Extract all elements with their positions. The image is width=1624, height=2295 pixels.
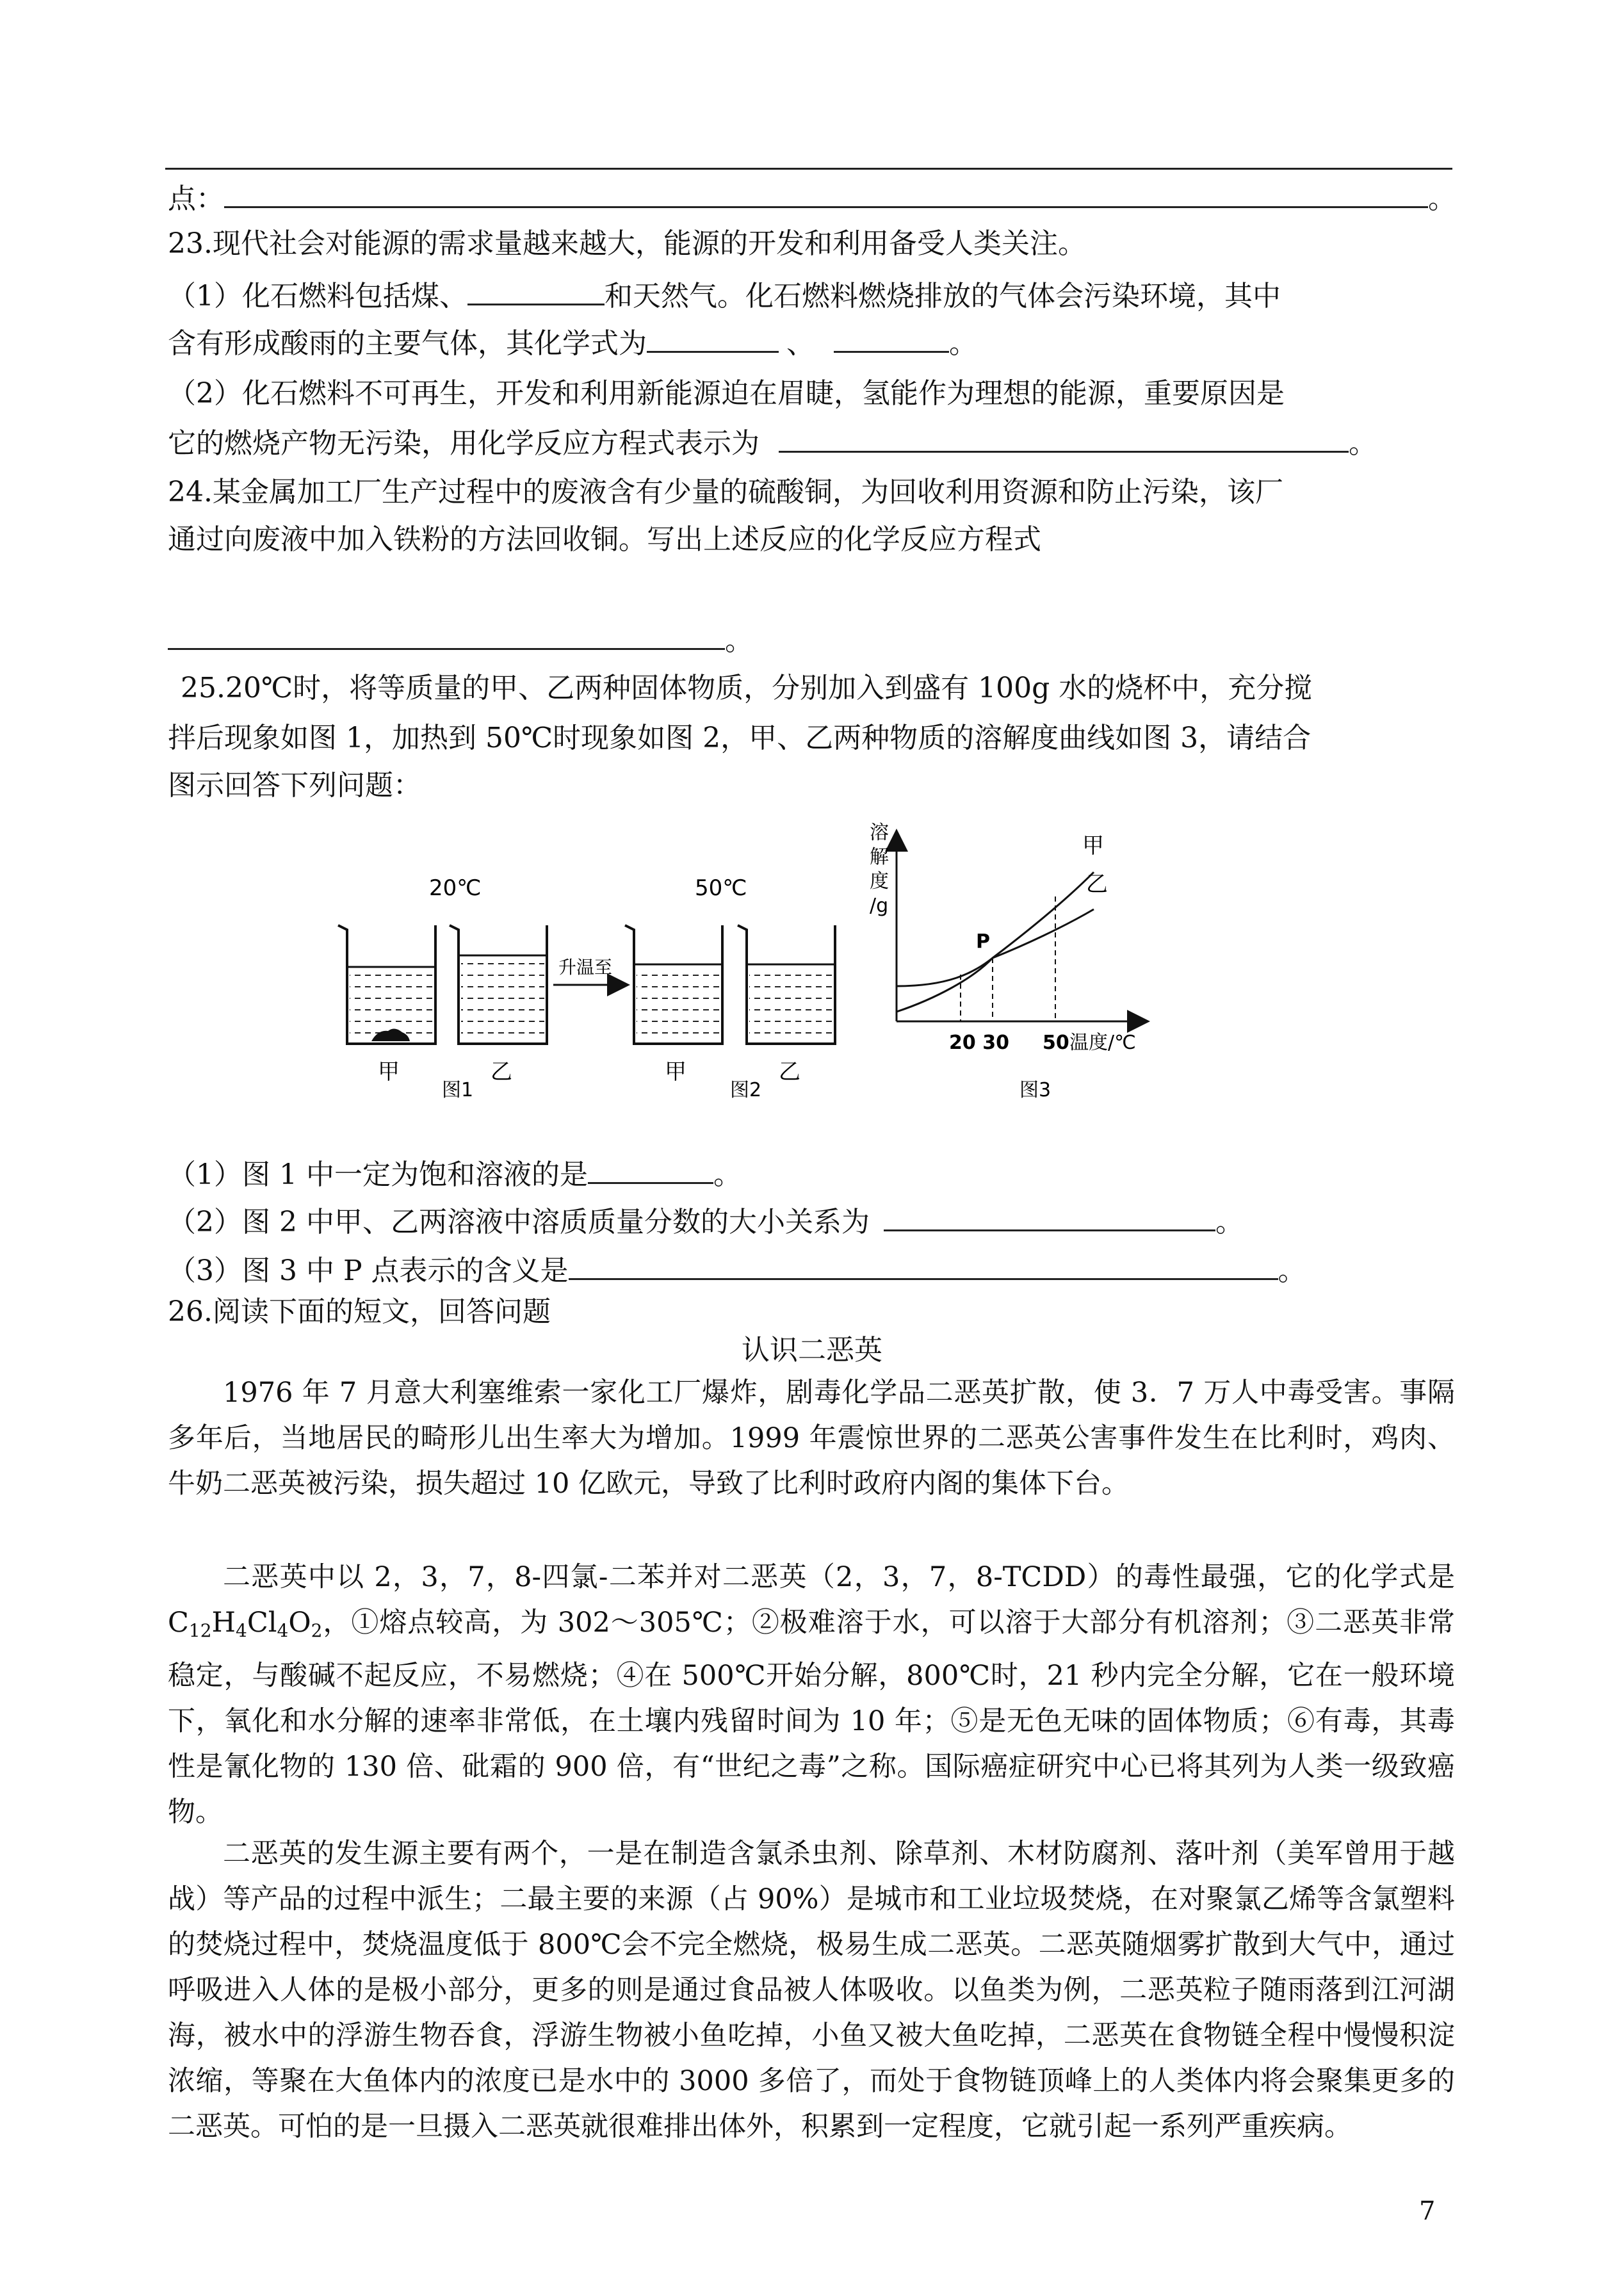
- caption-fig1: 图1: [442, 1079, 474, 1101]
- beaker-fig2-yi: [738, 925, 835, 1044]
- label-jia-fig1: 甲: [378, 1059, 400, 1085]
- curve-label-jia: 甲: [1082, 833, 1104, 859]
- point-p: P: [976, 930, 990, 953]
- page-number: 7: [1419, 2196, 1436, 2226]
- q23-part1-line2: 含有形成酸雨的主要气体，其化学式为 、 。: [168, 323, 977, 362]
- answer-blank[interactable]: [779, 423, 1349, 453]
- article-para-1: 1976 年 7 月意大利塞维索一家化工厂爆炸，剧毒化学品二恶英扩散，使 3．7 万人中毒受害。事隔多年后，当地居民的畸形儿出生率大为增加。1999 年震惊世界的二恶英公害事件发生在比利时，鸡肉、牛奶二恶英被污染，损失超过 10 亿欧元，导致了比利时政府内阁的集体下台。: [168, 1377, 1455, 1500]
- caption-fig2: 图2: [730, 1079, 762, 1101]
- q25-line3: 图示回答下列问题：: [168, 769, 421, 802]
- answer-blank[interactable]: [884, 1201, 1215, 1231]
- answer-blank[interactable]: [588, 1154, 713, 1184]
- y-label-3: 度: [870, 870, 889, 893]
- header-rule: [165, 168, 1452, 170]
- y-label-4: /g: [870, 895, 889, 917]
- answer-blank[interactable]: [168, 620, 725, 650]
- x-axis-label: 温度/℃: [1069, 1032, 1136, 1054]
- q23-part1-line1: （1）化石燃料包括煤、 和天然气。化石燃料燃烧排放的气体会污染环境，其中: [168, 275, 1281, 315]
- label-yi-fig1: 乙: [491, 1059, 512, 1085]
- caption-fig3: 图3: [1019, 1079, 1052, 1101]
- curve-jia: [897, 872, 1094, 1012]
- q23-part2-line1: （2）化石燃料不可再生，开发和利用新能源迫在眉睫，氢能作为理想的能源，重要原因是: [168, 377, 1285, 410]
- q25-sub1: （1）图 1 中一定为饱和溶液的是 。: [168, 1154, 742, 1194]
- article-para-2: 二恶英中以 2，3，7，8-四氯-二苯并对二恶英（2，3，7，8-TCDD）的毒性最强，它的化学式是 $C_{12}H_4Cl_4O_2$，①熔点较高，为 302～305℃；②极难溶于水，可以溶于大部分有机溶剂；③二恶英非常稳定，与酸碱不起反应，不易燃烧；④在 500℃开始分解，800℃时，21 秒内完全分解，它在一般环境下，氧化和水分解的速率非常低，在土壤内残留时间为 10 年；⑤是无色无味的固体物质；⑥有毒，其毒性是氰化物的 130 倍、砒霜的 900 倍，有“世纪之毒”之称。国际癌症研究中心已将其列为人类一级致癌物。: [168, 1561, 1455, 1828]
- beaker-fig1-jia: [338, 925, 435, 1044]
- y-label-2: 解: [870, 846, 889, 868]
- temp-label-20: 20℃: [429, 875, 482, 901]
- q24-line2: 通过向废液中加入铁粉的方法回收铜。写出上述反应的化学反应方程式: [168, 523, 1041, 556]
- label-jia-fig2: 甲: [665, 1059, 686, 1085]
- solubility-graph: [870, 822, 1146, 1054]
- q24-answer: 。: [168, 620, 753, 660]
- temp-label-50: 50℃: [695, 875, 747, 901]
- arrow-label: 升温至: [558, 957, 613, 978]
- curve-label-yi: 乙: [1086, 872, 1108, 897]
- q24-line1: 24.某金属加工厂生产过程中的废液含有少量的硫酸铜，为回收利用资源和防止污染，该厂: [168, 476, 1283, 508]
- answer-blank[interactable]: [834, 323, 949, 353]
- q23-stem: 23.现代社会对能源的需求量越来越大，能源的开发和利用备受人类关注。: [168, 227, 1086, 260]
- x-tick-50: 50: [1043, 1032, 1069, 1054]
- x-ticks-20-30: 20 30: [949, 1032, 1009, 1054]
- article-para-3: 二恶英的发生源主要有两个，一是在制造含氯杀虫剂、除草剂、木材防腐剂、落叶剂（美军曾用于越战）等产品的过程中派生；二最主要的来源（占 90%）是城市和工业垃圾焚烧，在对聚氯乙烯等含氯塑料的焚烧过程中，焚烧温度低于 800℃会不完全燃烧，极易生成二恶英。二恶英随烟雾扩散到大气中，通过呼吸进入人体的是极小部分，更多的则是通过食品被人体吸收。以鱼类为例，二恶英粒子随雨落到江河湖海，被水中的浮游生物吞食，浮游生物被小鱼吃掉，小鱼又被大鱼吃掉，二恶英在食物链全程中慢慢积淀浓缩，等聚在大鱼体内的浓度已是水中的 3000 多倍了，而处于食物链顶峰上的人类体内将会聚集更多的二恶英。可怕的是一旦摄入二恶英就很难排出体外，积累到一定程度，它就引起一系列严重疾病。: [168, 1838, 1455, 2143]
- q26-stem: 26.阅读下面的短文，回答问题: [168, 1295, 551, 1328]
- curve-yi: [897, 909, 1094, 986]
- q22-tail: 点： 。: [168, 178, 1456, 218]
- answer-blank[interactable]: [569, 1250, 1278, 1280]
- answer-blank[interactable]: [647, 323, 779, 353]
- q25-sub3: （3）图 3 中 P 点表示的含义是 。: [168, 1250, 1306, 1290]
- article-title: 认识二恶英: [742, 1334, 882, 1366]
- q25-line2: 拌后现象如图 1，加热到 50℃时现象如图 2，甲、乙两种物质的溶解度曲线如图 3，请结合: [168, 722, 1311, 754]
- beaker-fig2-jia: [625, 925, 722, 1044]
- label-yi-fig2: 乙: [779, 1059, 800, 1085]
- q25-sub2: （2）图 2 中甲、乙两溶液中溶质质量分数的大小关系为 。: [168, 1201, 1244, 1241]
- heating-arrow: [553, 957, 626, 985]
- y-label-1: 溶: [870, 822, 889, 844]
- q25-line1: 25.20℃时，将等质量的甲、乙两种固体物质，分别加入到盛有 100g 水的烧杯中，充分搅: [181, 672, 1313, 704]
- answer-blank[interactable]: [467, 275, 605, 305]
- solubility-figure: [333, 820, 1165, 1114]
- answer-blank[interactable]: [224, 178, 1428, 208]
- q23-part2-line2: 它的燃烧产物无污染，用化学反应方程式表示为 。: [168, 423, 1377, 462]
- beaker-fig1-yi: [450, 925, 547, 1044]
